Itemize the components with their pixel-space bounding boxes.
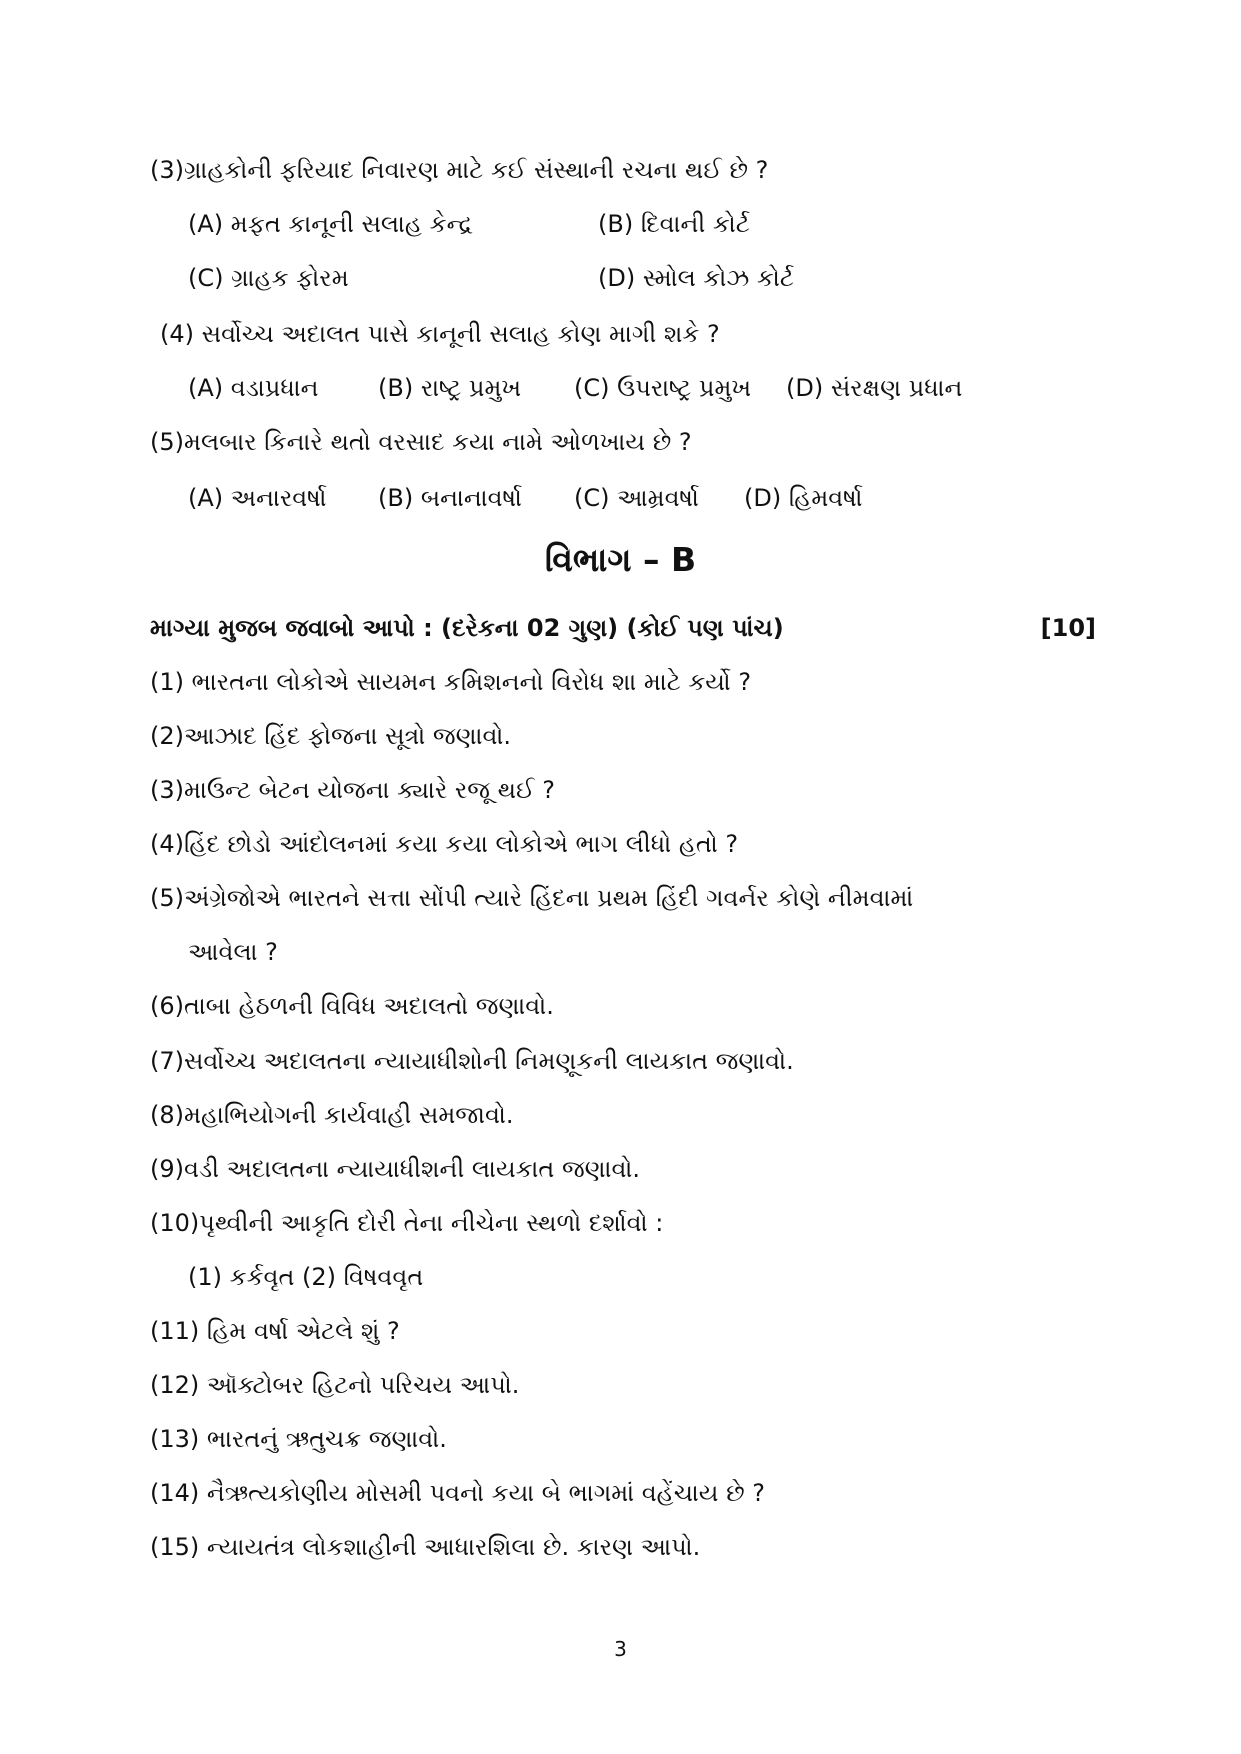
question-4: (4)હિંદ છોડો આંદોલનમાં કયા કયા લોકોએ ભાગ લીધો હતો ? [150, 830, 739, 858]
question-9: (9)વડી અદાલતના ન્યાયાધીશની લાયકાત જણાવો. [150, 1155, 641, 1183]
question-1: (1) ભારતના લોકોએ સાયમન કમિશનનો વિરોધ શા માટે કર્યો ? [150, 668, 752, 696]
question-12: (12) ઑક્ટોબર હિટનો પરિચય આપો. [150, 1371, 520, 1399]
question-5-line-1: (5)અંગ્રેજોએ ભારતને સત્તા સોંપી ત્યારે હિંદના પ્રથમ હિંદી ગવર્નર કોણે નીમવામાં [150, 884, 914, 912]
page-number: 3 [614, 1637, 627, 1661]
question-11: (11) હિમ વર્ષા એટલે શું ? [150, 1317, 400, 1345]
section-b-marks: [10] [1040, 614, 1096, 642]
mcq-5-option-c: (C) આમ્રવર્ષા [574, 484, 699, 512]
mcq-5-option-d: (D) હિમવર્ષા [744, 484, 863, 512]
mcq-5-option-b: (B) બનાનાવર્ષા [378, 484, 522, 512]
question-10-subparts: (1) કર્કવૃત (2) વિષવવૃત [188, 1263, 424, 1291]
question-2: (2)આઝાદ હિંદ ફોજના સૂત્રો જણાવો. [150, 722, 512, 750]
question-10: (10)પૃથ્વીની આકૃતિ દોરી તેના નીચેના સ્થળો દર્શાવો : [150, 1209, 664, 1237]
mcq-question-4: (4) સર્વોચ્ચ અદાલત પાસે કાનૂની સલાહ કોણ માગી શકે ? [160, 320, 720, 348]
mcq-4-option-a: (A) વડાપ્રધાન [188, 374, 319, 402]
mcq-3-option-a: (A) મફત કાનૂની સલાહ કેન્દ્ર [188, 210, 473, 238]
section-b-title: વિભાગ – B [544, 540, 697, 579]
section-b-instruction: માગ્યા મુજબ જવાબો આપો : (દરેકના 02 ગુણ) (કોઈ પણ પાંચ) [150, 614, 784, 642]
question-5-line-2: આવેલા ? [188, 938, 278, 966]
question-7: (7)સર્વોચ્ચ અદાલતના ન્યાયાધીશોની નિમણૂકની લાયકાત જણાવો. [150, 1047, 794, 1075]
mcq-5-option-a: (A) અનારવર્ષા [188, 484, 327, 512]
mcq-4-options [188, 372, 962, 404]
mcq-3-option-c: (C) ગ્રાહક ફોરમ [188, 264, 349, 292]
question-3: (3)માઉન્ટ બેટન યોજના ક્યારે રજૂ થઈ ? [150, 776, 555, 804]
mcq-3-option-b: (B) દિવાની કોર્ટ [598, 210, 750, 238]
mcq-question-5: (5)મલબાર કિનારે થતો વરસાદ કયા નામે ઓળખાય છે ? [150, 428, 692, 456]
mcq-question-3: (3)ગ્રાહકોની ફરિયાદ નિવારણ માટે કઈ સંસ્થાની રચના થઈ છે ? [150, 156, 769, 184]
question-15: (15) ન્યાયતંત્ર લોકશાહીની આધારશિલા છે. કારણ આપો. [150, 1533, 701, 1561]
question-13: (13) ભારતનું ઋતુચક્ર જણાવો. [150, 1425, 447, 1453]
mcq-3-option-d: (D) સ્મોલ કોઝ કોર્ટ [598, 264, 794, 292]
question-14: (14) નૈઋત્યકોણીય મોસમી પવનો કયા બે ભાગમાં વહેંચાય છે ? [150, 1479, 766, 1507]
mcq-4-option-d: (D) સંરક્ષણ પ્રધાન [786, 374, 963, 402]
mcq-4-option-b: (B) રાષ્ટ્ર પ્રમુખ [378, 374, 522, 402]
mcq-5-options [188, 482, 863, 514]
question-6: (6)તાબા હેઠળની વિવિધ અદાલતો જણાવો. [150, 992, 554, 1020]
question-8: (8)મહાભિયોગની કાર્યવાહી સમજાવો. [150, 1101, 514, 1129]
mcq-4-option-c: (C) ઉપરાષ્ટ્ર પ્રમુખ [574, 374, 752, 402]
